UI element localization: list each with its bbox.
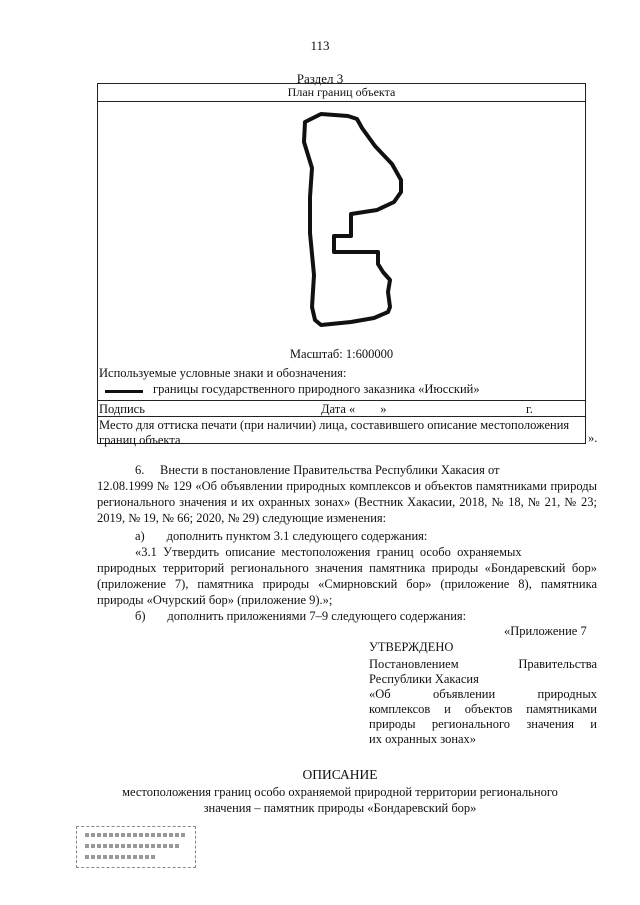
map-scale: Масштаб: 1:600000 bbox=[289, 347, 394, 361]
stamp-text-line bbox=[85, 855, 157, 859]
approved-line4: комплексов и объектов памятниками bbox=[369, 702, 597, 716]
appendix-label: «Приложение 7 bbox=[504, 624, 587, 638]
date-label: Дата « » bbox=[321, 402, 387, 416]
stamp-place-row bbox=[98, 416, 585, 447]
year-label: г. bbox=[526, 402, 533, 416]
boundary-plan-frame bbox=[97, 83, 586, 447]
official-stamp bbox=[76, 826, 196, 868]
stamp-text-line bbox=[85, 844, 181, 848]
reserve-boundary-outline bbox=[304, 114, 401, 325]
section-title: Раздел 3 bbox=[296, 71, 344, 86]
boundary-map bbox=[98, 102, 585, 342]
closing-quote: ». bbox=[588, 431, 598, 445]
signature-label: Подпись bbox=[99, 402, 145, 416]
description-subtitle-1: местоположения границ особо охраняемой природной территории регионального bbox=[122, 785, 558, 799]
stamp-place-text-2: границ объекта bbox=[99, 433, 181, 447]
legend-boundary-line-icon bbox=[105, 390, 143, 393]
item-b: б) дополнить приложениями 7–9 следующего содержания: bbox=[135, 609, 467, 623]
approved-line1: Постановлением Правительства bbox=[369, 657, 597, 671]
item31-text: природных территорий регионального значения памятника природы «Бондаревский бор» (приложение 7), памятника природы «Смирновский бор» (приложение 8), памятника природы «Очурский бор» (приложение 9).»; bbox=[97, 561, 597, 607]
stamp-text-line bbox=[85, 833, 185, 837]
item31-first-line: «3.1 Утвердить описание местоположения границ особо охраняемых bbox=[135, 545, 522, 559]
approved-block bbox=[369, 640, 597, 747]
stamp-place-text-1: Место для оттиска печати (при наличии) лица, составившего описание местоположения bbox=[99, 418, 570, 432]
approved-line3: «Об объявлении природных bbox=[369, 687, 597, 701]
item6-text: 12.08.1999 № 129 «Об объявлении природных комплексов и объектов памятниками природы регионального значения и их охранных зонах» (Вестник Хакасии, 2018, № 18, № 21, № 23; 2019, № 19, № 66; 2020, № 29) следующие изменения: bbox=[97, 479, 597, 525]
page-number: 113 bbox=[310, 38, 330, 53]
legend-title: Используемые условные знаки и обозначения: bbox=[99, 366, 347, 380]
description-subtitle-2: значения – памятник природы «Бондаревский бор» bbox=[203, 801, 477, 815]
amendment-item-6 bbox=[97, 462, 597, 526]
legend-item: границы государственного природного заказника «Июсский» bbox=[153, 382, 480, 396]
approved-line6: их охранных зонах» bbox=[369, 732, 477, 746]
item-3-1 bbox=[97, 544, 597, 608]
item-a: а) дополнить пунктом 3.1 следующего содержания: bbox=[135, 529, 428, 543]
approved-title: УТВЕРЖДЕНО bbox=[369, 640, 454, 654]
item6-first-line: 6. Внести в постановление Правительства Республики Хакасия от bbox=[135, 463, 500, 477]
plan-header: План границ объекта bbox=[98, 84, 585, 102]
approved-line5: природы регионального значения и bbox=[369, 717, 597, 731]
description-title: ОПИСАНИЕ bbox=[302, 767, 378, 782]
approved-line2: Республики Хакасия bbox=[369, 672, 479, 686]
